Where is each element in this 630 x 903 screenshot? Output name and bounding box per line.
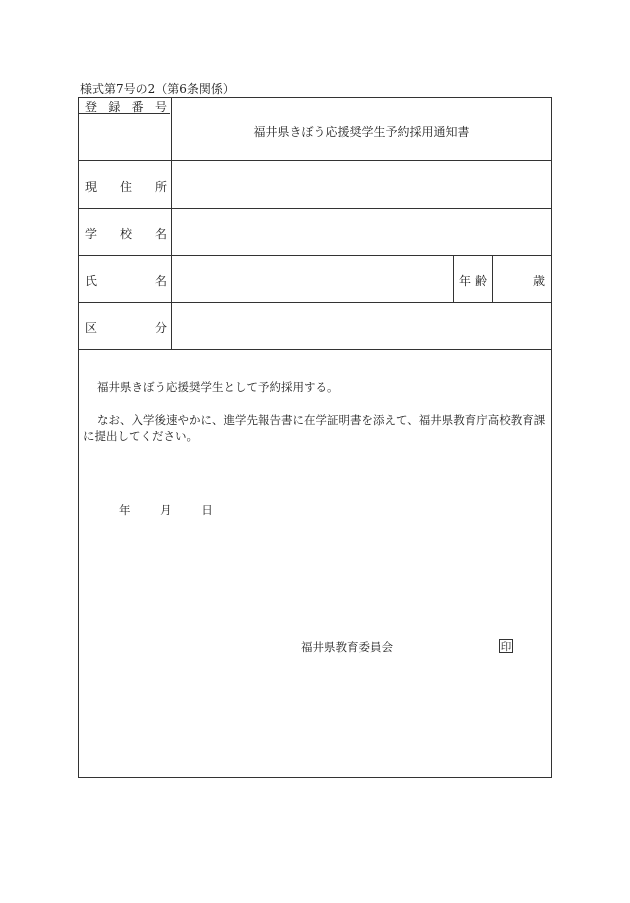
address-label: 現 住 所 (85, 180, 167, 194)
row-divider-3 (79, 255, 551, 256)
school-name-label: 学 校 名 (85, 227, 167, 241)
age-column-divider-right (492, 255, 493, 302)
row-divider-2 (79, 208, 551, 209)
registration-number-label: 登 録 番 号 (85, 100, 167, 114)
date-year: 年 (119, 503, 131, 517)
category-label: 区 分 (85, 321, 167, 335)
row-divider-1 (79, 160, 551, 161)
notice-line-1: 福井県きぼう応援奨学生として予約採用する。 (97, 380, 339, 394)
row-divider-5 (79, 349, 551, 350)
notice-line-2: なお、入学後速やかに、進学先報告書に在学証明書を添えて、福井県教育庁高校教育課 (97, 413, 546, 427)
date-day: 日 (201, 503, 213, 517)
issuer-name: 福井県教育委員会 (301, 640, 393, 654)
form-number: 様式第7号の2（第6条関係） (80, 82, 235, 96)
seal-mark: 印 (500, 641, 512, 653)
document-title: 福井県きぼう応援奨学生予約採用通知書 (253, 125, 470, 139)
issue-date (119, 502, 239, 518)
age-column-divider-left (453, 255, 454, 302)
notification-form (78, 97, 552, 778)
date-month: 月 (160, 503, 172, 517)
age-label: 年 齢 (459, 274, 487, 288)
full-name-label: 氏 名 (85, 274, 167, 288)
notice-line-3: に提出してください。 (83, 429, 198, 443)
row-divider-4 (79, 302, 551, 303)
age-unit: 歳 (532, 274, 545, 288)
